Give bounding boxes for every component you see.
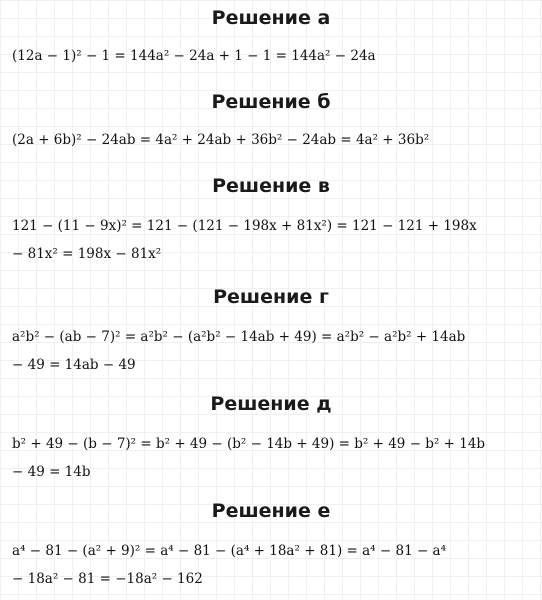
formula-line: − 81x² = 198x − 81x² bbox=[12, 246, 162, 262]
formula-line: b² + 49 − (b − 7)² = b² + 49 − (b² − 14b + 49) = b² + 49 − b² + 14b bbox=[12, 436, 486, 452]
solution-b bbox=[0, 90, 542, 154]
solution-v bbox=[0, 174, 542, 268]
formula-line: a⁴ − 81 − (a² + 9)² = a⁴ − 81 − (a⁴ + 18a² + 81) = a⁴ − 81 − a⁴ bbox=[12, 543, 447, 559]
formula-line: 121 − (11 − 9x)² = 121 − (121 − 198x + 81x²) = 121 − 121 + 198x bbox=[12, 218, 477, 234]
solution-d bbox=[0, 392, 542, 486]
solution-heading: Решение е bbox=[211, 500, 331, 522]
formula-line: (2a + 6b)² − 24ab = 4a² + 24ab + 36b² − 24ab = 4a² + 36b² bbox=[12, 132, 430, 148]
solution-a bbox=[0, 6, 542, 70]
solution-heading: Решение д bbox=[210, 393, 332, 415]
solution-heading: Решение в bbox=[212, 175, 330, 197]
formula-line: − 49 = 14ab − 49 bbox=[12, 357, 136, 373]
formula-line: − 49 = 14b bbox=[12, 464, 91, 480]
solution-heading: Решение б bbox=[211, 91, 331, 113]
solution-g bbox=[0, 285, 542, 379]
solution-heading: Решение г bbox=[213, 286, 329, 308]
solution-heading: Решение а bbox=[211, 7, 331, 29]
solution-e bbox=[0, 499, 542, 593]
formula-line: − 18a² − 81 = −18a² − 162 bbox=[12, 571, 203, 587]
formula-line: a²b² − (ab − 7)² = a²b² − (a²b² − 14ab + 49) = a²b² − a²b² + 14ab bbox=[12, 329, 466, 345]
formula-line: (12a − 1)² − 1 = 144a² − 24a + 1 − 1 = 144a² − 24a bbox=[12, 48, 376, 64]
